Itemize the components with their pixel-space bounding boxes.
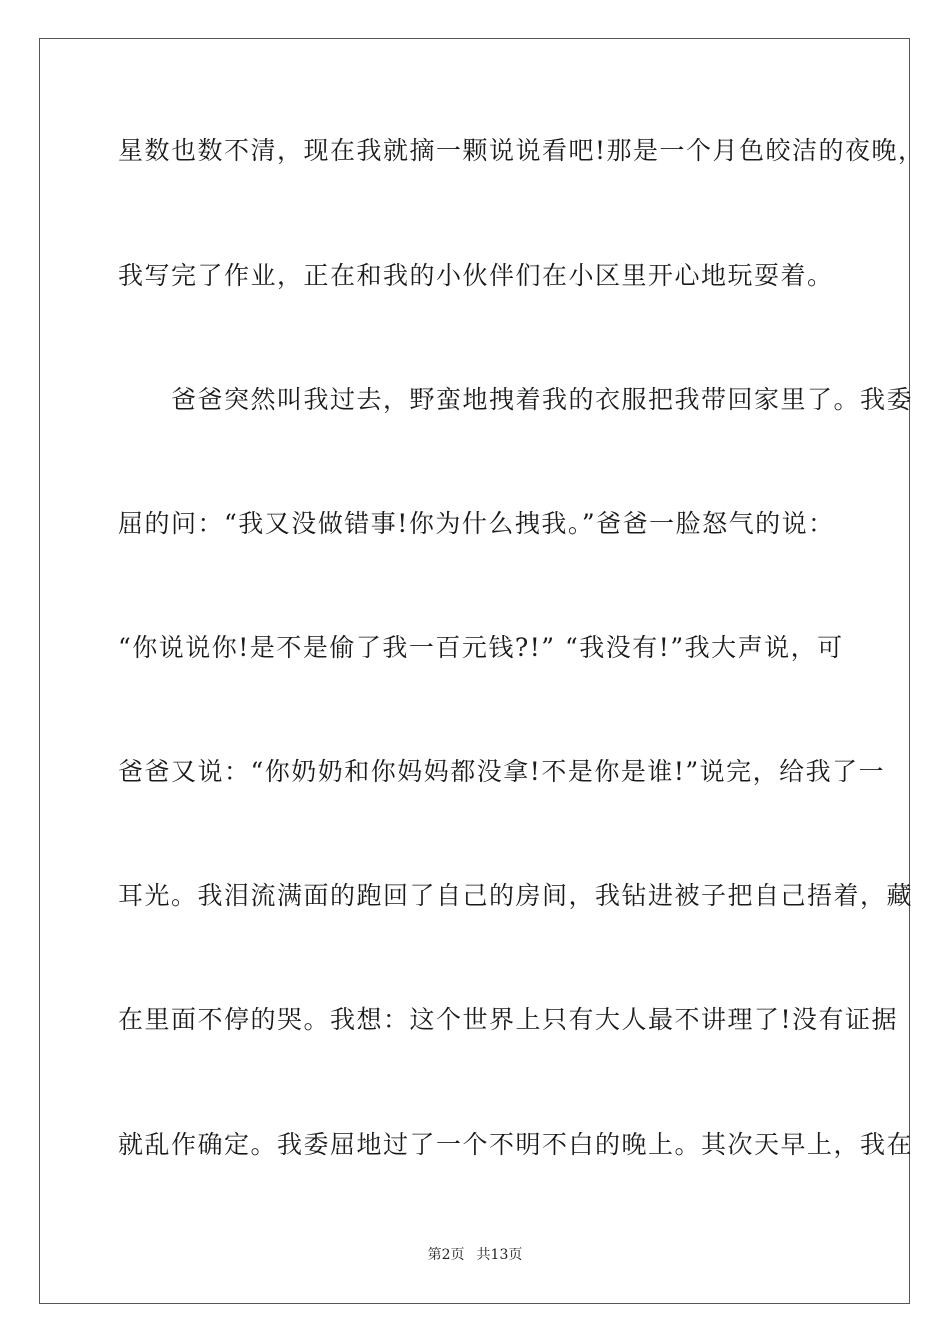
text-line-6: 爸爸又说：“你奶奶和你妈妈都没拿!不是你是谁!”说完，给我了一	[118, 757, 886, 786]
text-line-8: 在里面不停的哭。我想：这个世界上只有大人最不讲理了!没有证据	[118, 1005, 899, 1034]
page-footer	[0, 1246, 950, 1264]
page-number: 第2页	[427, 1247, 465, 1263]
text-line-7: 耳光。我泪流满面的跑回了自己的房间，我钻进被子把自己捂着，藏	[118, 881, 914, 910]
text-line-4: 屈的问：“我又没做错事!你为什么拽我。”爸爸一脸怒气的说：	[118, 509, 835, 538]
page-border	[39, 38, 925, 1304]
text-line-9: 就乱作确定。我委屈地过了一个不明不白的晚上。其次天早上，我在	[118, 1130, 914, 1159]
text-line-3: 爸爸突然叫我过去，野蛮地拽着我的衣服把我带回家里了。我委	[118, 385, 914, 414]
text-line-2: 我写完了作业，正在和我的小伙伴们在小区里开心地玩耍着。	[118, 261, 834, 290]
text-line-1: 星数也数不清，现在我就摘一颗说说看吧!那是一个月色皎洁的夜晚，	[118, 136, 925, 165]
page-total: 共13页	[476, 1247, 523, 1263]
text-line-5: “你说说你!是不是偷了我一百元钱?!” “我没有!”我大声说，可	[118, 633, 844, 662]
